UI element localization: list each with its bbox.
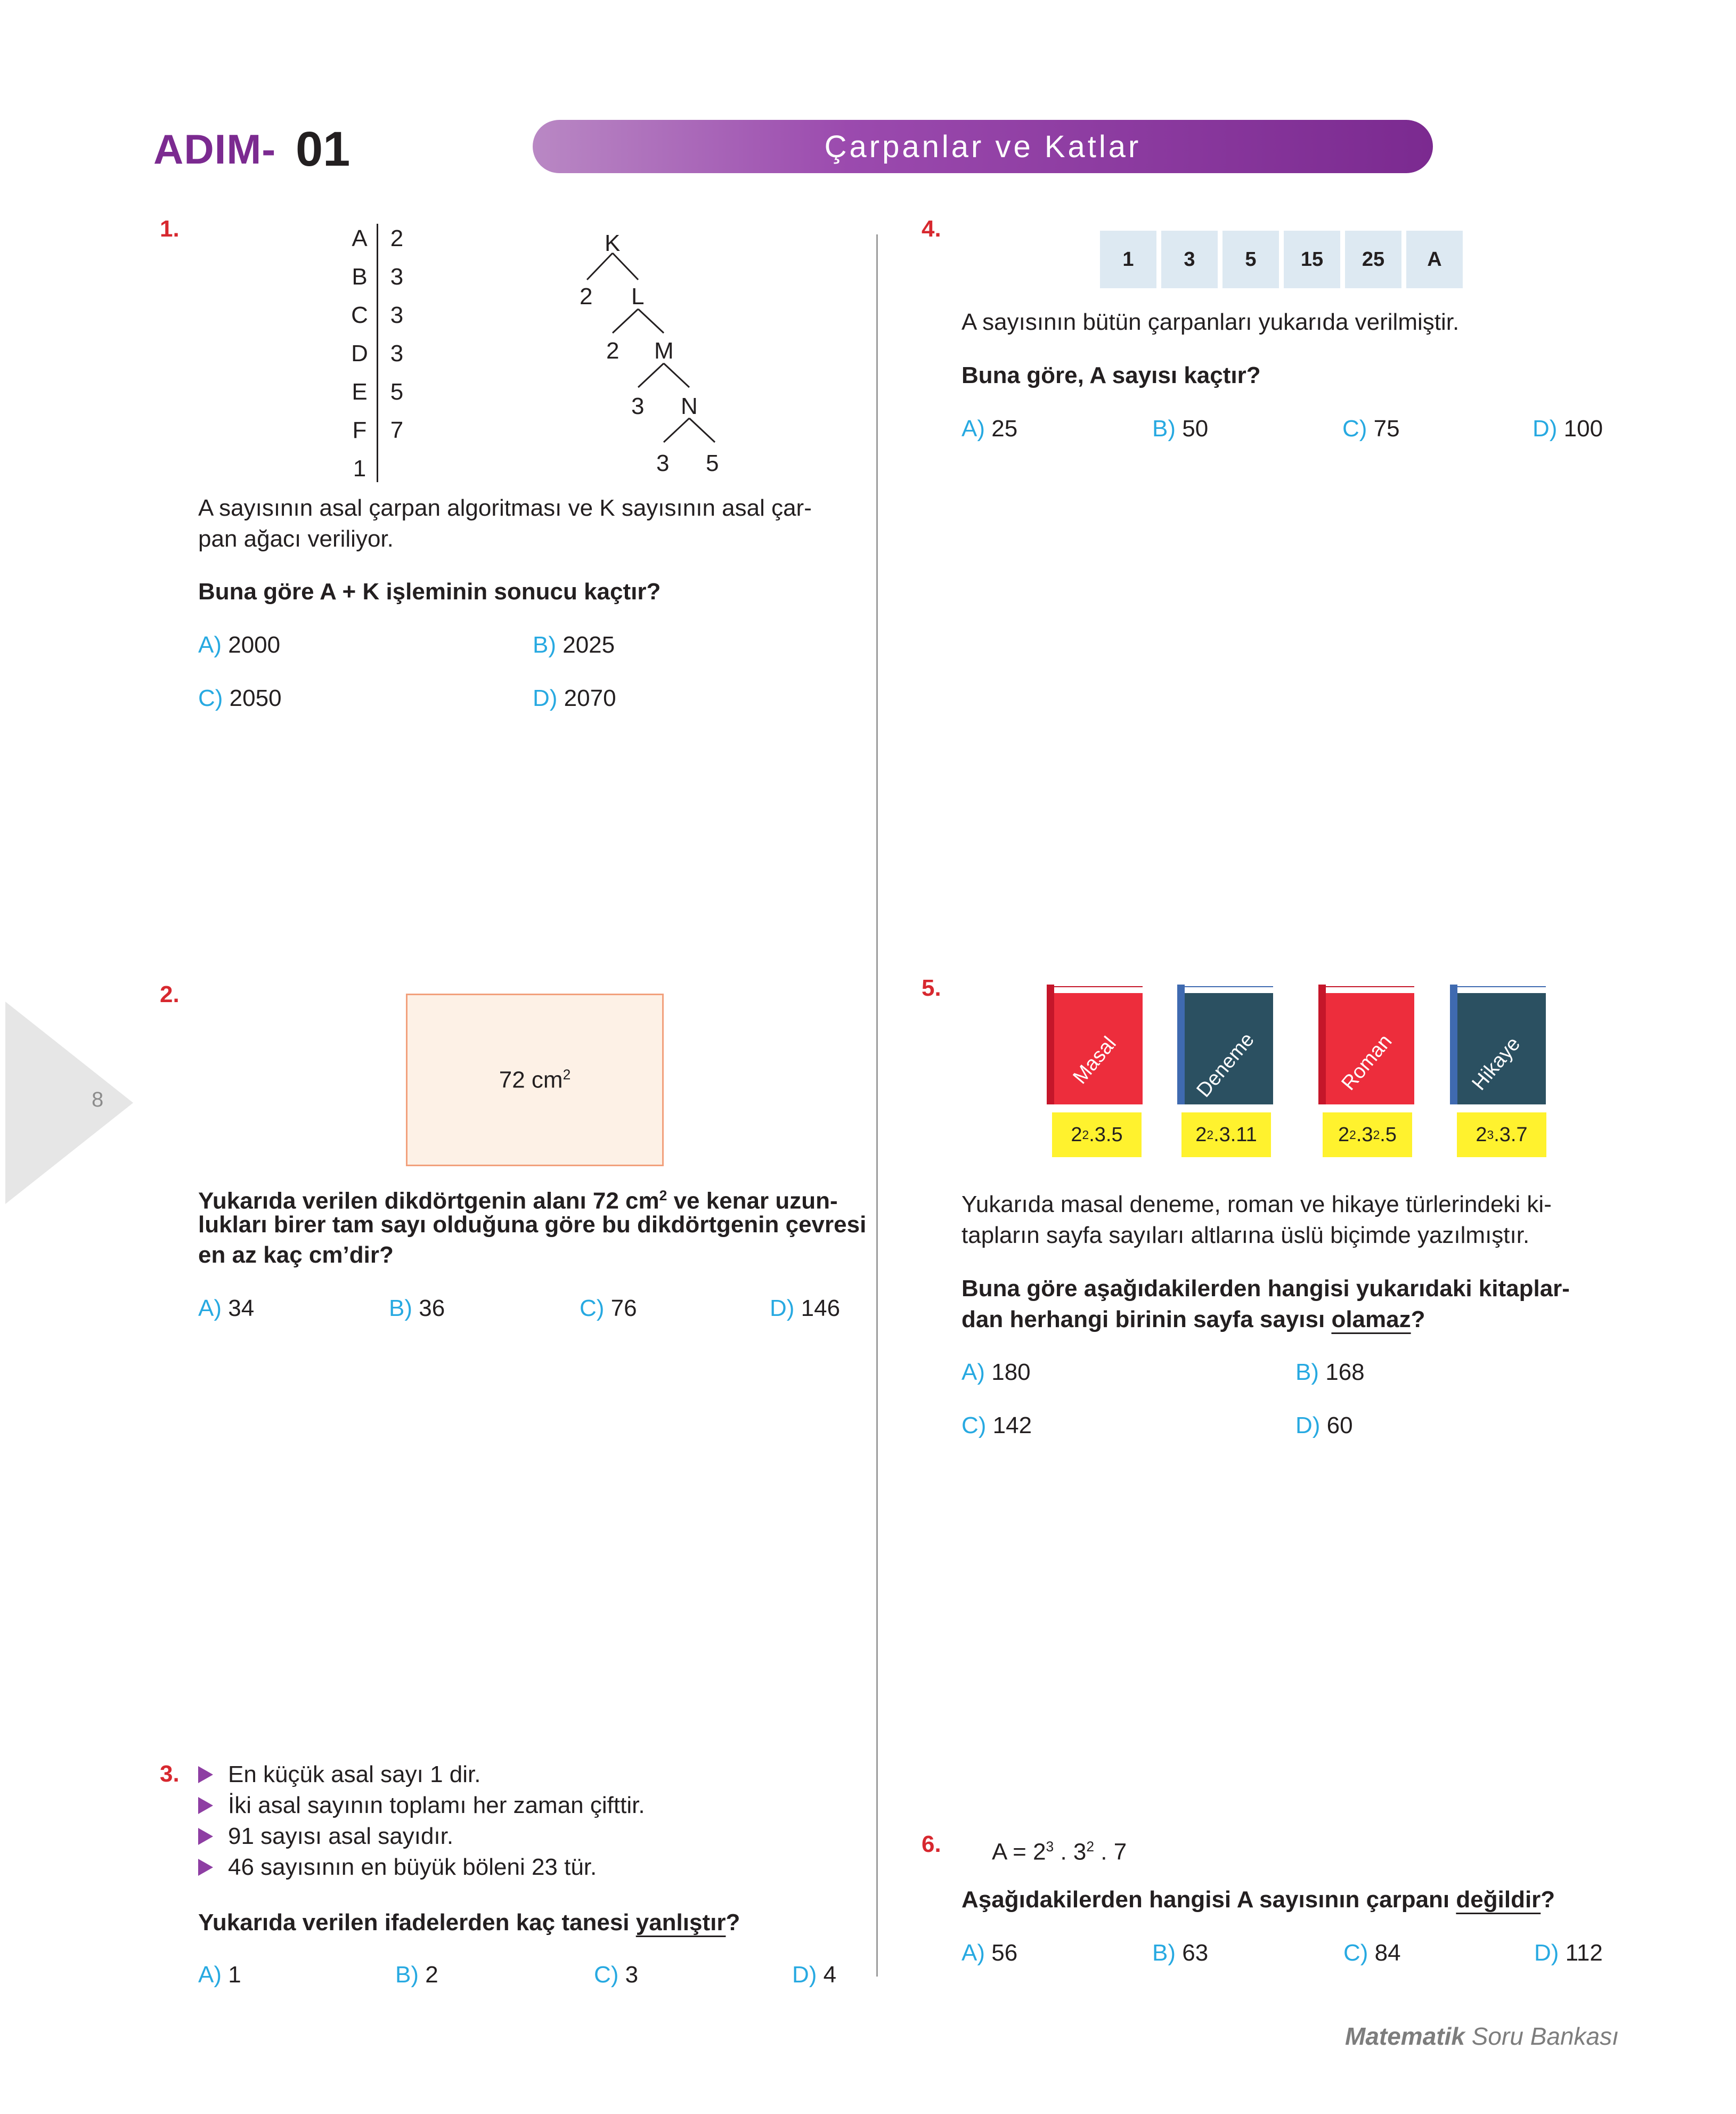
answer-option[interactable] bbox=[961, 413, 1017, 444]
option-letter: D) bbox=[770, 1295, 795, 1321]
question-1-text-line: pan ağacı veriliyor. bbox=[198, 526, 394, 552]
answer-option[interactable] bbox=[198, 683, 282, 714]
topic-banner bbox=[533, 120, 1433, 173]
question-2-text-line: lukları birer tam sayı olduğuna göre bu dikdörtgenin çevresi bbox=[198, 1212, 867, 1238]
factor-box: 25 bbox=[1345, 231, 1401, 288]
book-roman bbox=[1318, 985, 1414, 1104]
factor-table-cell: E bbox=[352, 379, 368, 405]
answer-option[interactable] bbox=[198, 1959, 241, 1990]
answer-option[interactable] bbox=[1295, 1410, 1353, 1441]
bullet-triangle-icon bbox=[198, 1766, 213, 1783]
answer-option[interactable] bbox=[533, 630, 615, 661]
option-letter: A) bbox=[198, 1295, 222, 1321]
factor-table-cell: 2 bbox=[390, 225, 404, 251]
answer-option[interactable] bbox=[961, 1410, 1032, 1441]
answer-option[interactable] bbox=[792, 1959, 836, 1990]
option-letter: C) bbox=[1343, 1940, 1368, 1966]
option-letter: A) bbox=[198, 632, 222, 658]
option-letter: B) bbox=[1295, 1359, 1319, 1385]
book-hikaye bbox=[1450, 985, 1546, 1104]
footer-book-title: Matematik Soru Bankası bbox=[1345, 2022, 1619, 2050]
option-value: 180 bbox=[991, 1359, 1031, 1385]
bullet-triangle-icon bbox=[198, 1797, 213, 1814]
factor-box: 3 bbox=[1161, 231, 1218, 288]
option-letter: C) bbox=[1342, 416, 1367, 442]
option-letter: C) bbox=[580, 1295, 605, 1321]
option-letter: B) bbox=[1152, 416, 1176, 442]
page-count-box: 2 2 .3.5 bbox=[1052, 1112, 1142, 1157]
page-tab-triangle bbox=[5, 1002, 133, 1204]
question-5-text-line: tapların sayfa sayıları altlarına üslü biçimde yazılmıştır. bbox=[961, 1222, 1530, 1248]
column-divider bbox=[876, 234, 878, 1977]
option-letter: D) bbox=[792, 1962, 817, 1988]
answer-option[interactable] bbox=[770, 1293, 840, 1324]
tree-node-2: 2 bbox=[580, 283, 593, 310]
question-2-text-line: Yukarıda verilen dikdörtgenin alanı 72 $cm^2$ ve kenar uzun- bbox=[198, 1188, 838, 1214]
step-number: 01 bbox=[296, 122, 351, 176]
factor-box: 15 bbox=[1284, 231, 1340, 288]
factor-table-cell: 3 bbox=[390, 302, 404, 328]
option-letter: B) bbox=[389, 1295, 412, 1321]
book-deneme bbox=[1177, 985, 1273, 1104]
answer-option[interactable] bbox=[1533, 413, 1603, 444]
question-1-prompt: Buna göre A + K işleminin sonucu kaçtır? bbox=[198, 579, 661, 605]
factor-box: A bbox=[1406, 231, 1463, 288]
book-cover-icon bbox=[1177, 985, 1273, 1104]
answer-option[interactable] bbox=[533, 683, 616, 714]
option-letter: A) bbox=[961, 1940, 985, 1966]
option-value: 2000 bbox=[228, 632, 281, 658]
page-count-box: 2 2 .3.11 bbox=[1181, 1112, 1271, 1157]
option-value: 168 bbox=[1325, 1359, 1365, 1385]
tree-node-3: 3 bbox=[631, 393, 645, 419]
answer-option[interactable] bbox=[198, 1293, 254, 1324]
option-value: 76 bbox=[610, 1295, 637, 1321]
factor-table-cell: 7 bbox=[390, 417, 404, 443]
option-value: 75 bbox=[1373, 416, 1400, 442]
question-6-prompt: Aşağıdakilerden hangisi A sayısının çarpanı değildir? bbox=[961, 1887, 1555, 1913]
statement-item: 46 sayısının en büyük böleni 23 tür. bbox=[198, 1852, 645, 1883]
answer-option[interactable] bbox=[594, 1959, 638, 1990]
option-letter: A) bbox=[961, 1359, 985, 1385]
step-label: ADIM- bbox=[153, 126, 276, 173]
option-letter: D) bbox=[1533, 416, 1558, 442]
question-4-prompt: Buna göre, A sayısı kaçtır? bbox=[961, 362, 1261, 388]
statement-item: En küçük asal sayı 1 dir. bbox=[198, 1759, 645, 1790]
option-value: 36 bbox=[419, 1295, 445, 1321]
statement-item: İki asal sayının toplamı her zaman çifttir. bbox=[198, 1790, 645, 1821]
option-letter: C) bbox=[198, 685, 223, 711]
factor-box: 1 bbox=[1100, 231, 1156, 288]
bullet-triangle-icon bbox=[198, 1828, 213, 1845]
page-count-box: 2 3 .3.7 bbox=[1457, 1112, 1546, 1157]
factor-table-right bbox=[386, 219, 407, 450]
option-value: 3 bbox=[625, 1962, 639, 1988]
option-value: 56 bbox=[991, 1940, 1018, 1966]
tree-node-n: N bbox=[681, 393, 698, 419]
factor-table-cell: 3 bbox=[390, 340, 404, 367]
question-2-number: 2. bbox=[160, 981, 180, 1007]
answer-option[interactable] bbox=[961, 1938, 1017, 1969]
page-count-box: 2 2 .3 2 .5 bbox=[1323, 1112, 1412, 1157]
question-6-number: 6. bbox=[922, 1831, 941, 1857]
factor-table-cell: C bbox=[351, 302, 368, 328]
option-value: 142 bbox=[992, 1412, 1032, 1438]
question-3-prompt: Yukarıda verilen ifadelerden kaç tanesi yanlıştır? bbox=[198, 1909, 740, 1936]
option-letter: D) bbox=[1534, 1940, 1559, 1966]
page-number: 8 bbox=[92, 1088, 104, 1111]
factor-table-cell: 3 bbox=[390, 264, 404, 290]
option-value: 34 bbox=[228, 1295, 255, 1321]
option-letter: C) bbox=[594, 1962, 619, 1988]
option-letter: A) bbox=[198, 1962, 222, 1988]
option-letter: B) bbox=[1152, 1940, 1176, 1966]
question-3-number: 3. bbox=[160, 1761, 180, 1787]
tree-node-3: 3 bbox=[656, 450, 670, 476]
factor-tree bbox=[559, 224, 730, 479]
option-value: 84 bbox=[1374, 1940, 1401, 1966]
question-4-text: A sayısının bütün çarpanları yukarıda verilmiştir. bbox=[961, 309, 1460, 335]
answer-option[interactable] bbox=[198, 630, 280, 661]
rectangle-area-label: 72 $cm^2$ bbox=[499, 1066, 571, 1093]
question-2-text-line: en az kaç cm’dir? bbox=[198, 1242, 394, 1268]
book-masal bbox=[1047, 985, 1143, 1104]
option-value: 4 bbox=[823, 1962, 837, 1988]
answer-option[interactable] bbox=[1152, 1938, 1208, 1969]
option-value: 1 bbox=[228, 1962, 241, 1988]
question-4-number: 4. bbox=[922, 216, 941, 242]
bullet-triangle-icon bbox=[198, 1859, 213, 1876]
factor-table-divider bbox=[377, 224, 378, 482]
factor-table-cell: B bbox=[352, 264, 368, 290]
question-5-text-line: Yukarıda masal deneme, roman ve hikaye türlerindeki ki- bbox=[961, 1191, 1552, 1217]
factor-table-cell: F bbox=[352, 417, 367, 443]
factor-box: 5 bbox=[1222, 231, 1279, 288]
statement-item: 91 sayısı asal sayıdır. bbox=[198, 1821, 645, 1852]
factor-table-cell: 5 bbox=[390, 379, 404, 405]
rectangle-figure bbox=[406, 994, 664, 1166]
option-value: 2 bbox=[425, 1962, 438, 1988]
book-title: Hikaye bbox=[1468, 1032, 1525, 1095]
question-1-text-line: A sayısının asal çarpan algoritması ve K sayısının asal çar- bbox=[198, 495, 812, 521]
answer-option[interactable] bbox=[961, 1357, 1031, 1388]
option-value: 50 bbox=[1182, 416, 1209, 442]
option-value: 146 bbox=[801, 1295, 841, 1321]
answer-option[interactable] bbox=[1534, 1938, 1603, 1969]
answer-option[interactable] bbox=[1295, 1357, 1365, 1388]
answer-option[interactable] bbox=[1342, 413, 1400, 444]
option-value: 25 bbox=[991, 416, 1018, 442]
option-letter: B) bbox=[395, 1962, 419, 1988]
answer-option[interactable] bbox=[1343, 1938, 1401, 1969]
option-letter: B) bbox=[533, 632, 556, 658]
option-value: 2025 bbox=[563, 632, 615, 658]
option-letter: A) bbox=[961, 416, 985, 442]
answer-option[interactable] bbox=[1152, 413, 1208, 444]
topic-title: Çarpanlar ve Katlar bbox=[824, 129, 1142, 164]
option-value: 112 bbox=[1565, 1940, 1603, 1966]
option-letter: C) bbox=[961, 1412, 987, 1438]
book-title: Roman bbox=[1337, 1030, 1397, 1095]
book-title: Masal bbox=[1069, 1032, 1121, 1088]
tree-node-2: 2 bbox=[606, 338, 620, 364]
factor-table-cell: 1 bbox=[353, 456, 366, 482]
tree-node-k: K bbox=[605, 230, 621, 256]
option-value: 2050 bbox=[229, 685, 282, 711]
question-5-prompt-line: Buna göre aşağıdakilerden hangisi yukarıdaki kitaplar- bbox=[961, 1275, 1570, 1302]
option-letter: D) bbox=[533, 685, 558, 711]
tree-node-m: M bbox=[654, 338, 674, 364]
question-5-number: 5. bbox=[922, 975, 941, 1001]
question-1-number: 1. bbox=[160, 216, 180, 242]
tree-node-l: L bbox=[631, 283, 645, 310]
factor-table-cell: D bbox=[351, 340, 368, 367]
question-6-equation: $A = 2^3$ . $3^2$ . 7 bbox=[992, 1839, 1127, 1865]
option-value: 60 bbox=[1326, 1412, 1353, 1438]
factor-table-cell: A bbox=[352, 225, 368, 251]
option-value: 100 bbox=[1563, 416, 1603, 442]
answer-option[interactable] bbox=[389, 1293, 445, 1324]
book-cover-icon bbox=[1318, 985, 1414, 1104]
factor-table-left bbox=[349, 219, 370, 488]
book-title: Deneme bbox=[1192, 1028, 1259, 1102]
option-letter: D) bbox=[1295, 1412, 1321, 1438]
question-5-prompt-line: dan herhangi birinin sayfa sayısı olamaz? bbox=[961, 1306, 1425, 1332]
answer-option[interactable] bbox=[395, 1959, 438, 1990]
option-value: 2070 bbox=[564, 685, 616, 711]
statement-list bbox=[198, 1759, 645, 1883]
tree-node-5: 5 bbox=[706, 450, 719, 476]
option-value: 63 bbox=[1182, 1940, 1209, 1966]
answer-option[interactable] bbox=[580, 1293, 637, 1324]
